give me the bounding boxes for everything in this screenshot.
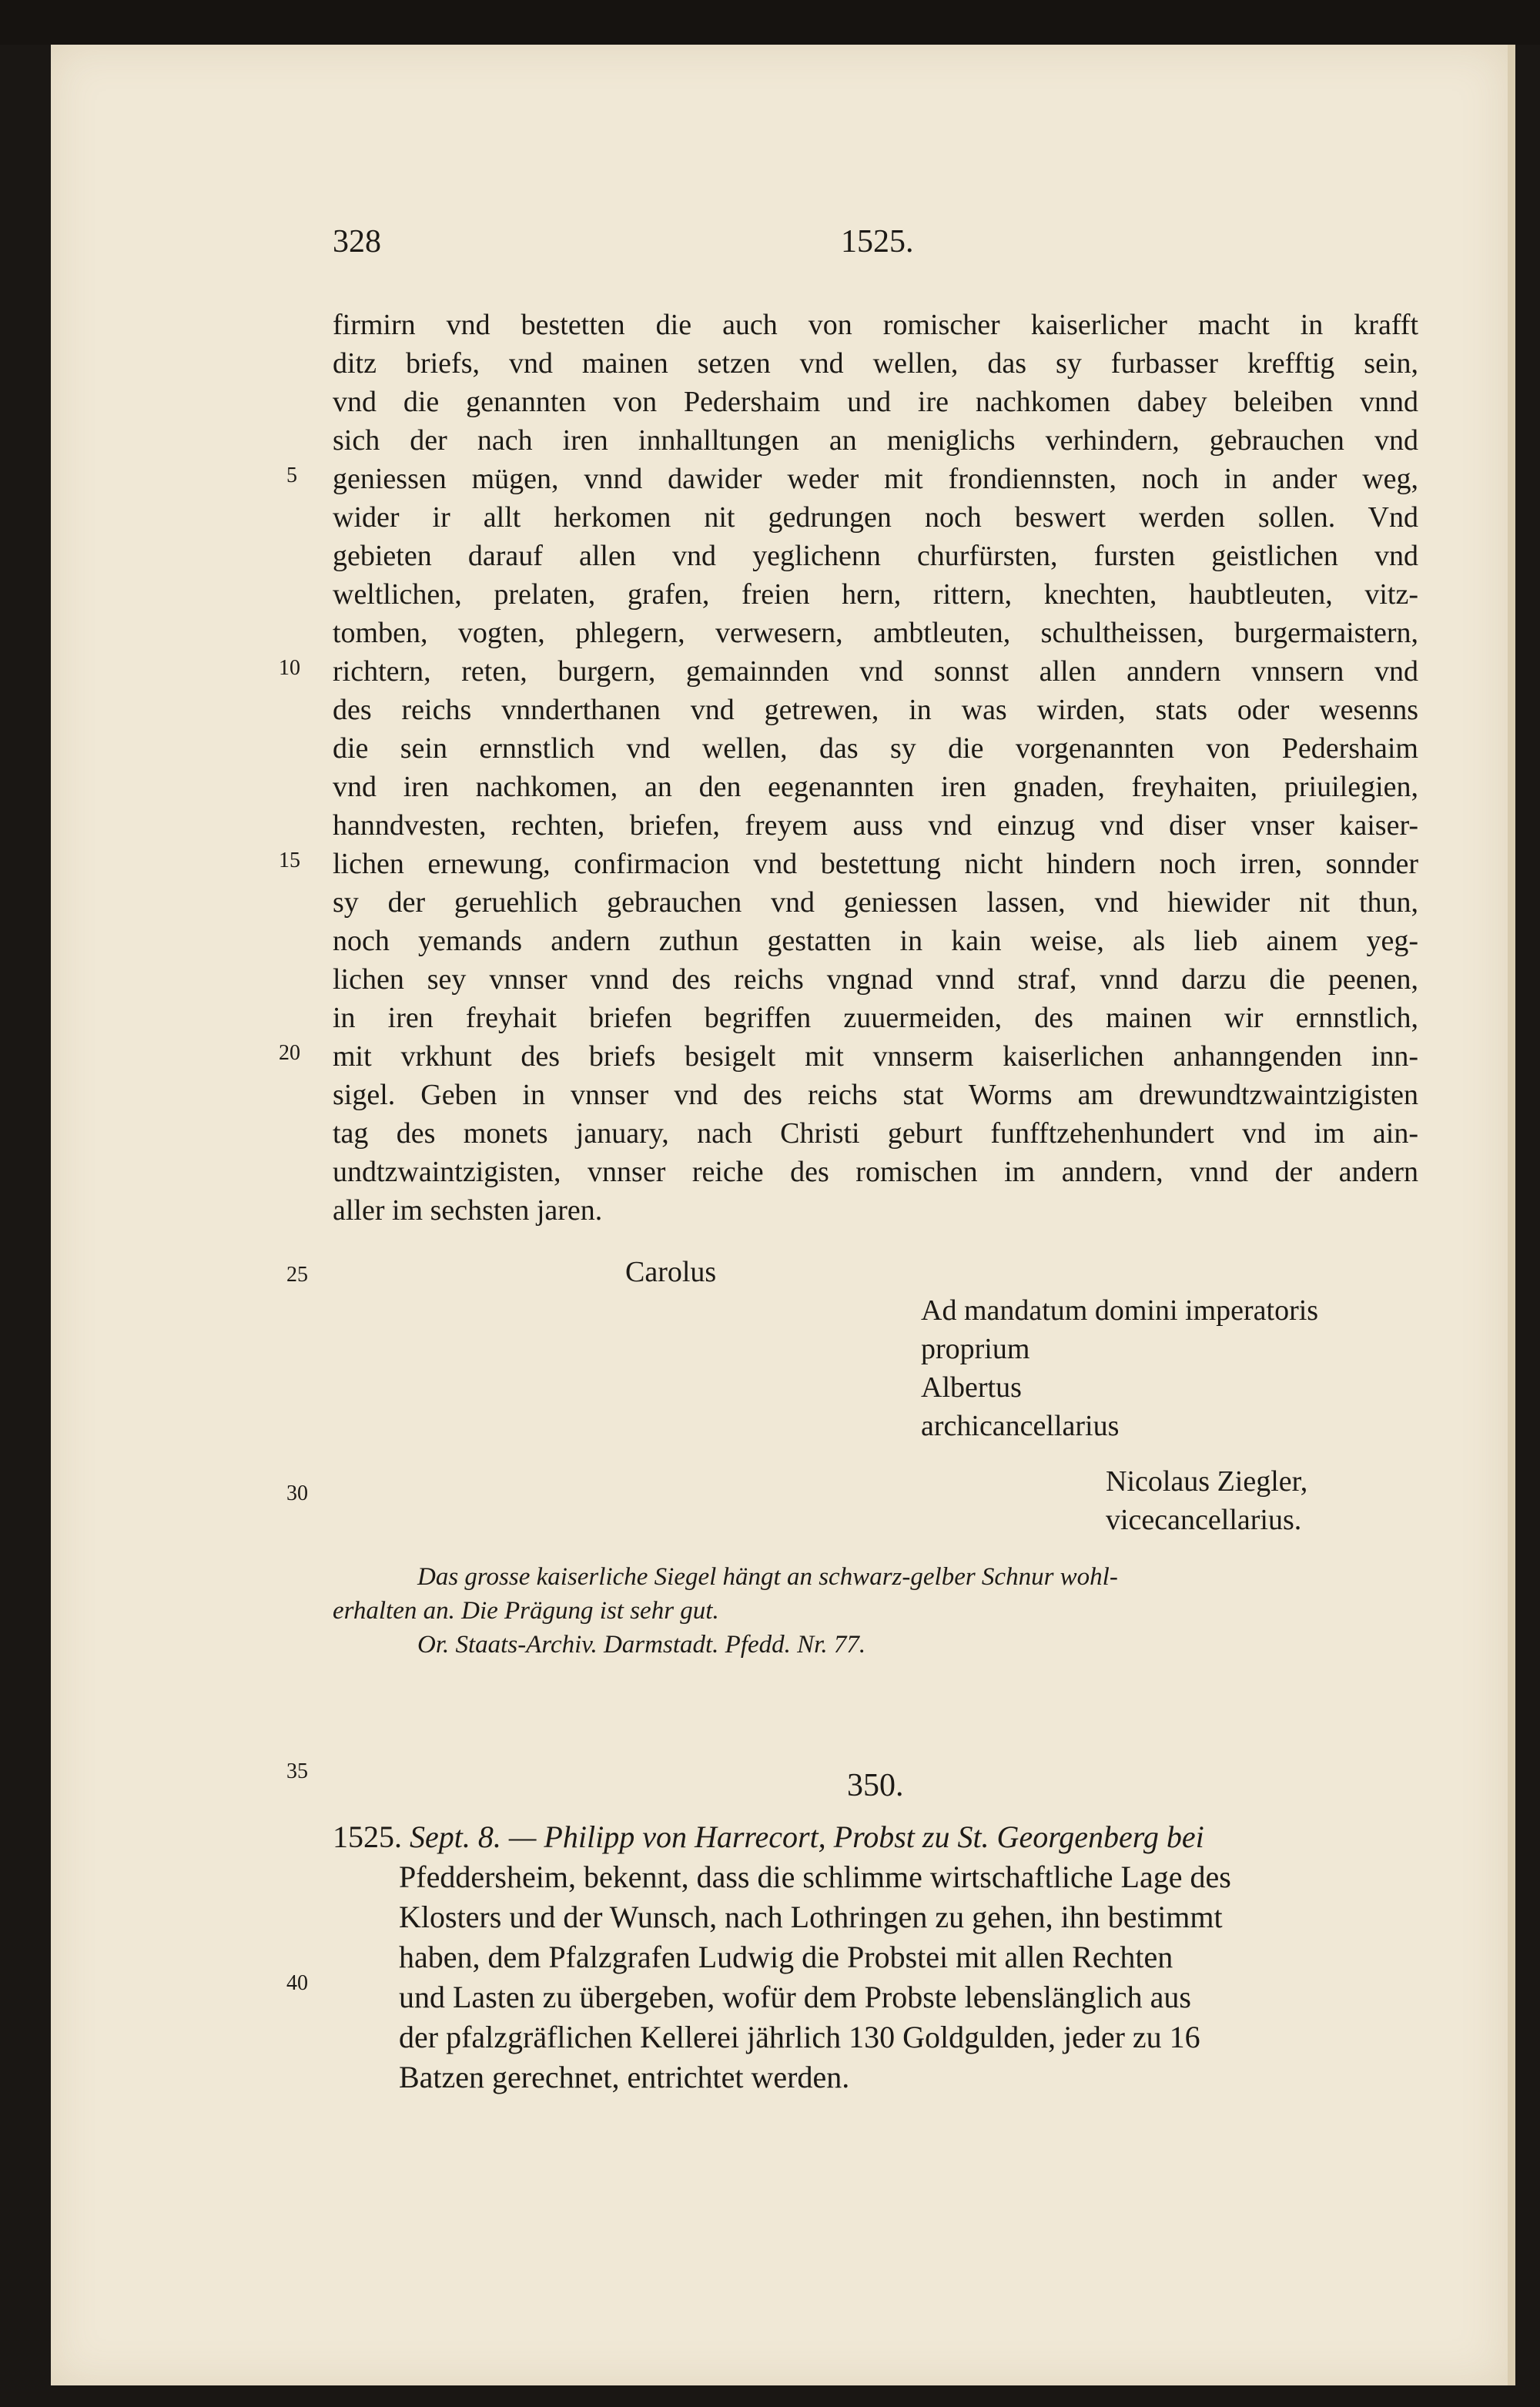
body-line: undtzwaintzigisten, vnnser reiche des romischen im anndern, vnnd der andern bbox=[333, 1156, 1418, 1188]
signature-ziegler: Nicolaus Ziegler, bbox=[1106, 1465, 1308, 1498]
regest-line: und Lasten zu übergeben, wofür dem Probste lebenslänglich aus bbox=[399, 1980, 1191, 2014]
note-line: erhalten an. Die Prägung ist sehr gut. bbox=[333, 1597, 719, 1625]
regest-line: der pfalzgräflichen Kellerei jährlich 130 Goldgulden, jeder zu 16 bbox=[399, 2020, 1200, 2054]
note-line: Or. Staats-Archiv. Darmstadt. Pfedd. Nr. 77. bbox=[417, 1631, 866, 1659]
page-number: 328 bbox=[333, 224, 381, 259]
body-line: vnd die genannten von Pedershaim und ire nachkomen dabey beleiben vnnd bbox=[333, 386, 1418, 418]
header-year: 1525. bbox=[841, 224, 914, 259]
regest-line: haben, dem Pfalzgrafen Ludwig die Probstei mit allen Rechten bbox=[399, 1940, 1173, 1974]
mandatum-line: Ad mandatum domini imperatoris bbox=[921, 1294, 1319, 1327]
body-line: des reichs vnnderthanen vnd getrewen, in was wirden, stats oder wesenns bbox=[333, 694, 1418, 726]
body-line: sigel. Geben in vnnser vnd des reichs stat Worms am drewundtzwaintzigisten bbox=[333, 1079, 1418, 1111]
body-line: firmirn vnd bestetten die auch von romischer kaiserlicher macht in krafft bbox=[333, 309, 1418, 341]
body-line: sy der geruehlich gebrauchen vnd geniessen lassen, vnd hiewider nit thun, bbox=[333, 886, 1418, 919]
body-line: noch yemands andern zuthun gestatten in kain weise, als lieb ainem yeg- bbox=[333, 925, 1418, 957]
line-number: 35 bbox=[286, 1759, 308, 1783]
body-line: die sein ernnstlich vnd wellen, das sy die vorgenannten von Pedershaim bbox=[333, 732, 1418, 765]
body-line: in iren freyhait briefen begriffen zuuermeiden, des mainen wir ernnstlich, bbox=[333, 1002, 1418, 1034]
scanner-background bbox=[0, 0, 1540, 45]
line-number: 10 bbox=[279, 656, 300, 680]
regest-line: Batzen gerechnet, entrichtet werden. bbox=[399, 2060, 850, 2094]
mandatum-line: proprium bbox=[921, 1333, 1030, 1365]
body-line: mit vrkhunt des briefs besigelt mit vnnserm kaiserlichen anhanngenden inn- bbox=[333, 1040, 1418, 1073]
body-line: weltlichen, prelaten, grafen, freien hern, rittern, knechten, haubtleuten, vitz- bbox=[333, 578, 1418, 611]
line-number: 30 bbox=[286, 1481, 308, 1505]
body-line: aller im sechsten jaren. bbox=[333, 1194, 603, 1227]
body-line: lichen sey vnnser vnnd des reichs vngnad vnnd straf, vnnd darzu die peenen, bbox=[333, 963, 1418, 996]
line-number: 40 bbox=[286, 1971, 308, 1995]
line-number: 5 bbox=[286, 464, 297, 487]
body-line: gebieten darauf allen vnd yeglichenn churfürsten, fursten geistlichen vnd bbox=[333, 540, 1418, 572]
body-line: tomben, vogten, phlegern, verwesern, ambtleuten, schultheissen, burgermaistern, bbox=[333, 617, 1418, 649]
body-line: wider ir allt herkomen nit gedrungen noch beswert werden sollen. Vnd bbox=[333, 501, 1418, 534]
body-line: sich der nach iren innhalltungen an meniglichs verhindern, gebrauchen vnd bbox=[333, 424, 1418, 457]
signature-albertus: Albertus bbox=[921, 1371, 1022, 1404]
regest-line: Klosters und der Wunsch, nach Lothringen zu gehen, ihn bestimmt bbox=[399, 1900, 1223, 1934]
body-line: lichen ernewung, confirmacion vnd bestettung nicht hindern noch irren, sonnder bbox=[333, 848, 1418, 880]
body-line: hanndvesten, rechten, briefen, freyem auss vnd einzug vnd diser vnser kaiser- bbox=[333, 809, 1418, 842]
signature-carolus: Carolus bbox=[625, 1256, 717, 1288]
running-header bbox=[333, 223, 1418, 269]
page-edge bbox=[1508, 45, 1515, 2385]
body-line: ditz briefs, vnd mainen setzen vnd wellen, das sy furbasser krefftig sein, bbox=[333, 347, 1418, 380]
regest-line: Sept. 8. — Philipp von Harrecort, Probst zu St. Georgenberg bei bbox=[410, 1819, 1204, 1854]
note-line: Das grosse kaiserliche Siegel hängt an schwarz-gelber Schnur wohl- bbox=[417, 1563, 1118, 1591]
title-vicecancellarius: vicecancellarius. bbox=[1106, 1504, 1302, 1536]
body-line: richtern, reten, burgern, gemainnden vnd sonnst allen anndern vnnsern vnd bbox=[333, 655, 1418, 688]
body-line: tag des monets january, nach Christi geburt funfftzehenhundert vnd im ain- bbox=[333, 1117, 1418, 1150]
title-archicancellarius: archicancellarius bbox=[921, 1410, 1120, 1442]
document-number: 350. bbox=[847, 1768, 904, 1803]
regest-year: 1525. bbox=[333, 1819, 402, 1854]
line-number: 20 bbox=[279, 1041, 300, 1065]
regest-line: Pfeddersheim, bekennt, dass die schlimme wirtschaftliche Lage des bbox=[399, 1860, 1231, 1894]
body-line: geniessen mügen, vnnd dawider weder mit frondiennsten, noch in ander weg, bbox=[333, 463, 1418, 495]
line-number: 25 bbox=[286, 1263, 308, 1287]
line-number: 15 bbox=[279, 849, 300, 872]
body-line: vnd iren nachkomen, an den eegenannten iren gnaden, freyhaiten, priuilegien, bbox=[333, 771, 1418, 803]
